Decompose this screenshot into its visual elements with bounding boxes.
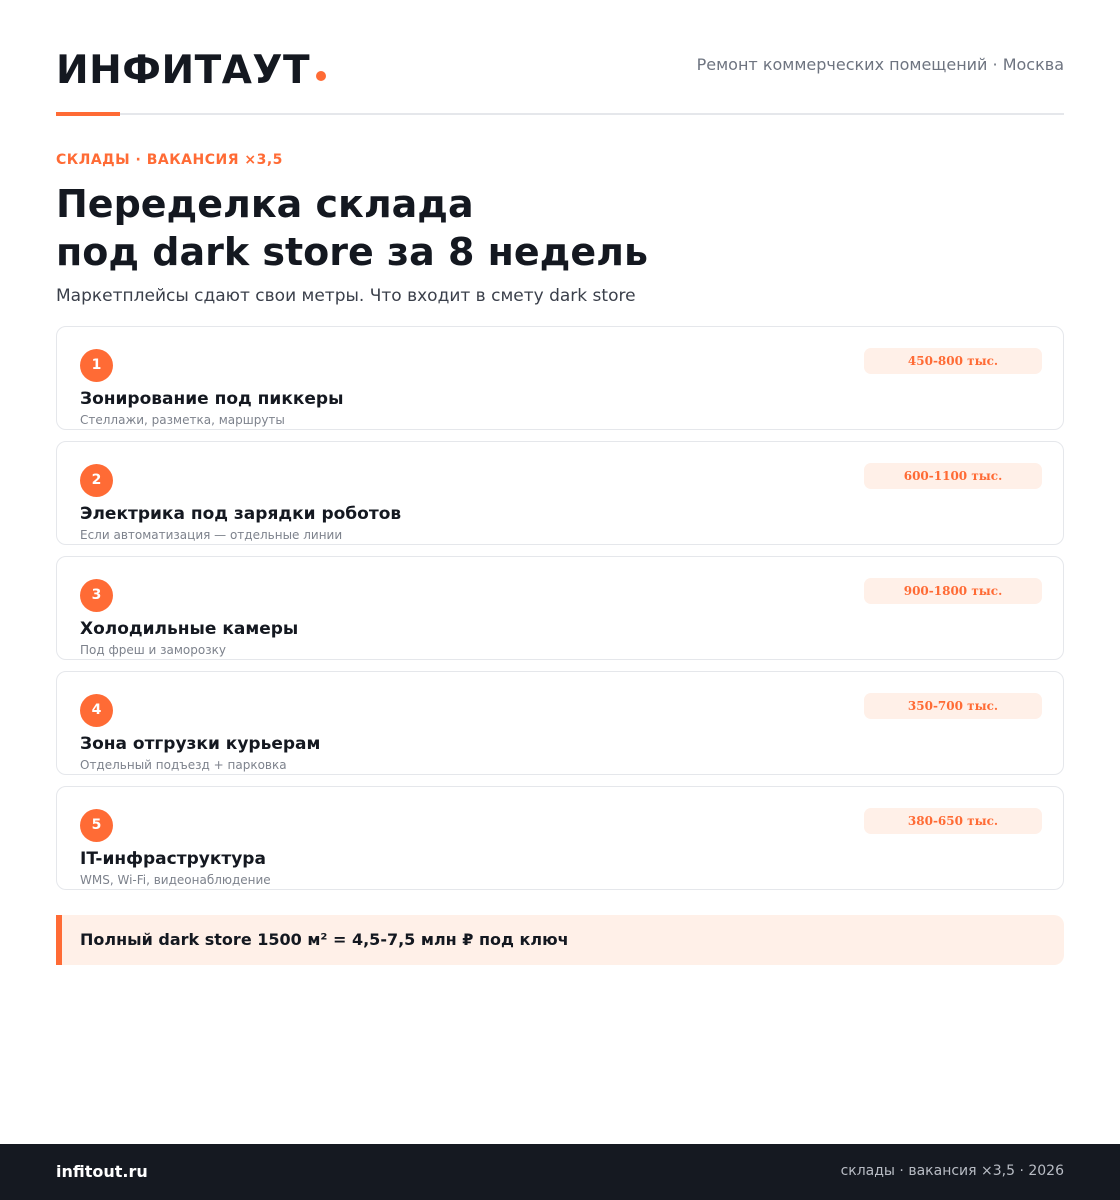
cost-item-card — [56, 786, 1064, 890]
footer-meta: склады · вакансия ×3,5 · 2026 — [840, 1163, 1064, 1179]
summary-accent-bar — [56, 915, 62, 965]
item-number-badge: 1 — [80, 349, 113, 382]
item-title: Электрика под зарядки роботов — [80, 504, 402, 524]
item-title: Зона отгрузки курьерам — [80, 734, 321, 754]
header — [56, 44, 1064, 116]
footer — [0, 1144, 1120, 1200]
item-title: Зонирование под пиккеры — [80, 389, 344, 409]
item-description: Отдельный подъезд + парковка — [80, 758, 287, 772]
logo-text: ИНФИТАУТ — [56, 48, 311, 93]
page-title — [56, 180, 648, 276]
logo[interactable] — [56, 48, 326, 93]
item-number-badge: 3 — [80, 579, 113, 612]
header-tagline: Ремонт коммерческих помещений · Москва — [696, 55, 1064, 74]
item-description: WMS, Wi-Fi, видеонаблюдение — [80, 873, 271, 887]
summary-text: Полный dark store 1500 м² = 4,5-7,5 млн ₽ под ключ — [80, 930, 569, 949]
item-title: IT-инфраструктура — [80, 849, 266, 869]
item-price-badge: 380-650 тыс. — [864, 808, 1042, 834]
item-number-badge: 2 — [80, 464, 113, 497]
item-title: Холодильные камеры — [80, 619, 299, 639]
cost-item-card — [56, 441, 1064, 545]
summary-callout — [56, 915, 1064, 965]
cost-items-list — [56, 326, 1064, 901]
page-title-line-1: Переделка склада — [56, 182, 474, 226]
item-description: Если автоматизация — отдельные линии — [80, 528, 343, 542]
cost-item-card — [56, 326, 1064, 430]
header-divider — [56, 113, 1064, 115]
page-title-line-2: под dark store за 8 недель — [56, 230, 648, 274]
item-price-badge: 600-1100 тыс. — [864, 463, 1042, 489]
cost-item-card — [56, 671, 1064, 775]
cost-item-card — [56, 556, 1064, 660]
item-number-badge: 5 — [80, 809, 113, 842]
item-description: Под фреш и заморозку — [80, 643, 226, 657]
header-divider-accent — [56, 112, 120, 116]
logo-dot-icon — [316, 71, 326, 81]
item-price-badge: 900-1800 тыс. — [864, 578, 1042, 604]
item-price-badge: 350-700 тыс. — [864, 693, 1042, 719]
item-price-badge: 450-800 тыс. — [864, 348, 1042, 374]
kicker: СКЛАДЫ · ВАКАНСИЯ ×3,5 — [56, 152, 283, 168]
item-description: Стеллажи, разметка, маршруты — [80, 413, 285, 427]
page-subtitle: Маркетплейсы сдают свои метры. Что входит в смету dark store — [56, 286, 636, 306]
footer-site-link[interactable]: infitout.ru — [56, 1162, 148, 1181]
item-number-badge: 4 — [80, 694, 113, 727]
